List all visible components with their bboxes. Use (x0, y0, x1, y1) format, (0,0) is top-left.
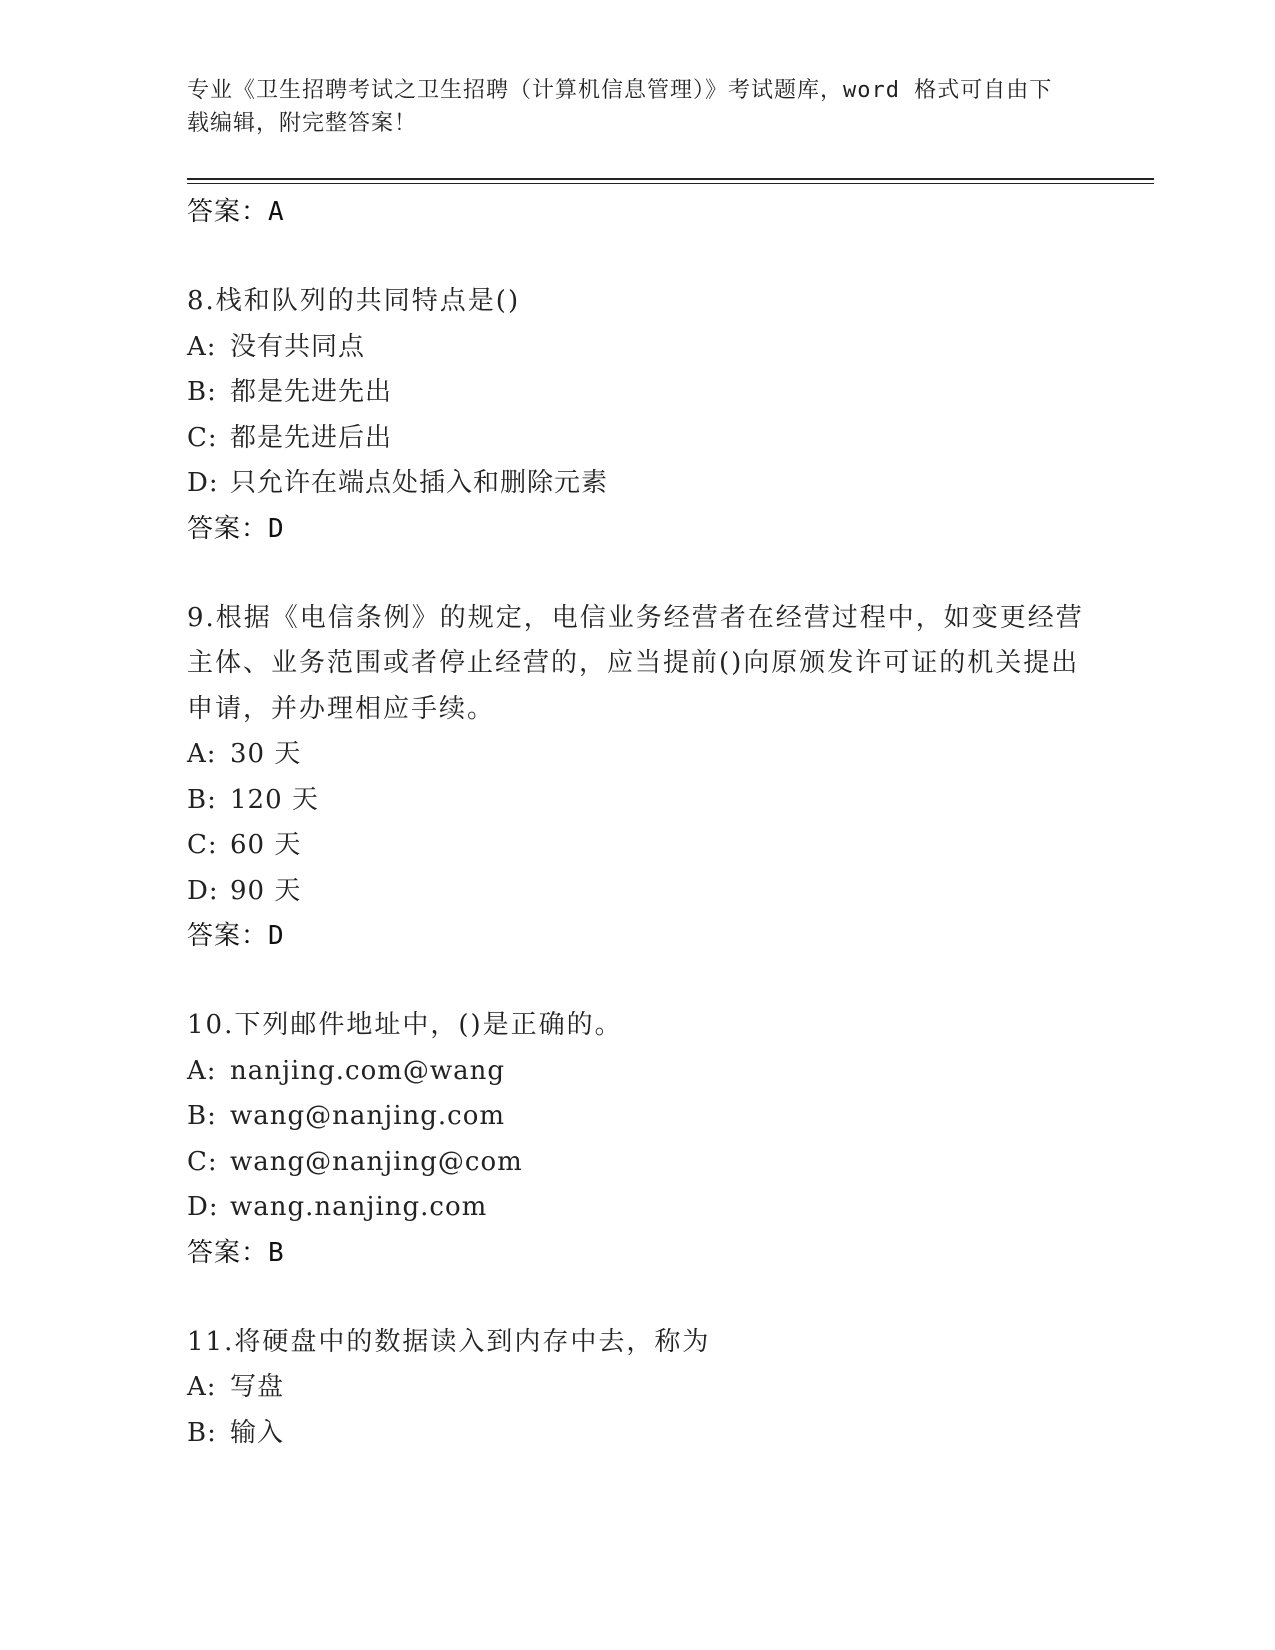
answer-line: 答案：B (187, 1237, 285, 1268)
question-stem: 10.下列邮件地址中，()是正确的。 (187, 1010, 623, 1040)
question-8 (187, 279, 1087, 551)
question-stem: 8.栈和队列的共同特点是() (187, 286, 521, 316)
option-text: 60 天 (230, 830, 302, 860)
option-text: 都是先进先出 (230, 377, 393, 407)
option-letter: B: (187, 1417, 217, 1448)
question-list (187, 190, 1087, 1456)
option-c (187, 416, 1087, 462)
option-text: 写盘 (230, 1372, 285, 1402)
option-letter: A: (187, 331, 217, 362)
option-text: 120 天 (230, 784, 319, 815)
option-text: wang.nanjing.com (230, 1192, 488, 1222)
previous-answer: 答案：A (187, 197, 285, 227)
header-divider-thin (187, 183, 1154, 184)
option-letter: C: (187, 422, 218, 453)
option-letter: A: (187, 1372, 217, 1402)
option-text: 输入 (230, 1417, 285, 1448)
option-a (187, 1365, 1087, 1411)
option-text: wang@nanjing@com (230, 1146, 523, 1177)
question-stem: 9.根据《电信条例》的规定，电信业务经营者在经营过程中，如变更经营主体、业务范围或者停止经营的，应当提前()向原颁发许可证的机关提出申请，并办理相应手续。 (187, 602, 1084, 724)
option-c (187, 823, 1087, 869)
option-text: 90 天 (230, 875, 302, 906)
option-text: nanjing.com@wang (230, 1055, 506, 1086)
document-header: 专业《卫生招聘考试之卫生招聘（计算机信息管理）》考试题库，word 格式可自由下载编辑，附完整答案！ (187, 78, 1053, 136)
answer-line: 答案：D (187, 921, 285, 951)
question-10 (187, 1003, 1087, 1275)
question-stem: 11.将硬盘中的数据读入到内存中去，称为 (187, 1326, 711, 1357)
question-9 (187, 596, 1087, 959)
option-a (187, 1049, 1087, 1095)
option-d (187, 461, 1087, 507)
option-letter: B: (187, 377, 217, 407)
option-text: wang@nanjing.com (230, 1101, 506, 1131)
option-letter: A: (187, 739, 217, 769)
option-a (187, 325, 1087, 371)
option-b (187, 1094, 1087, 1140)
option-letter: C: (187, 830, 218, 860)
option-letter: D: (187, 1192, 219, 1222)
option-b (187, 370, 1087, 416)
option-letter: C: (187, 1146, 218, 1177)
question-11 (187, 1320, 1087, 1457)
option-letter: A: (187, 1055, 217, 1086)
option-text: 30 天 (230, 739, 302, 769)
option-b (187, 778, 1087, 824)
header-divider-thick (187, 178, 1154, 180)
option-text: 都是先进后出 (230, 422, 393, 453)
option-text: 没有共同点 (230, 331, 366, 362)
option-c (187, 1140, 1087, 1186)
option-d (187, 1185, 1087, 1231)
option-b (187, 1411, 1087, 1457)
option-letter: B: (187, 784, 217, 815)
answer-line: 答案：D (187, 513, 285, 544)
option-text: 只允许在端点处插入和删除元素 (230, 468, 609, 498)
option-letter: D: (187, 468, 219, 498)
option-letter: B: (187, 1101, 217, 1131)
option-d (187, 869, 1087, 915)
option-letter: D: (187, 875, 219, 906)
option-a (187, 732, 1087, 778)
